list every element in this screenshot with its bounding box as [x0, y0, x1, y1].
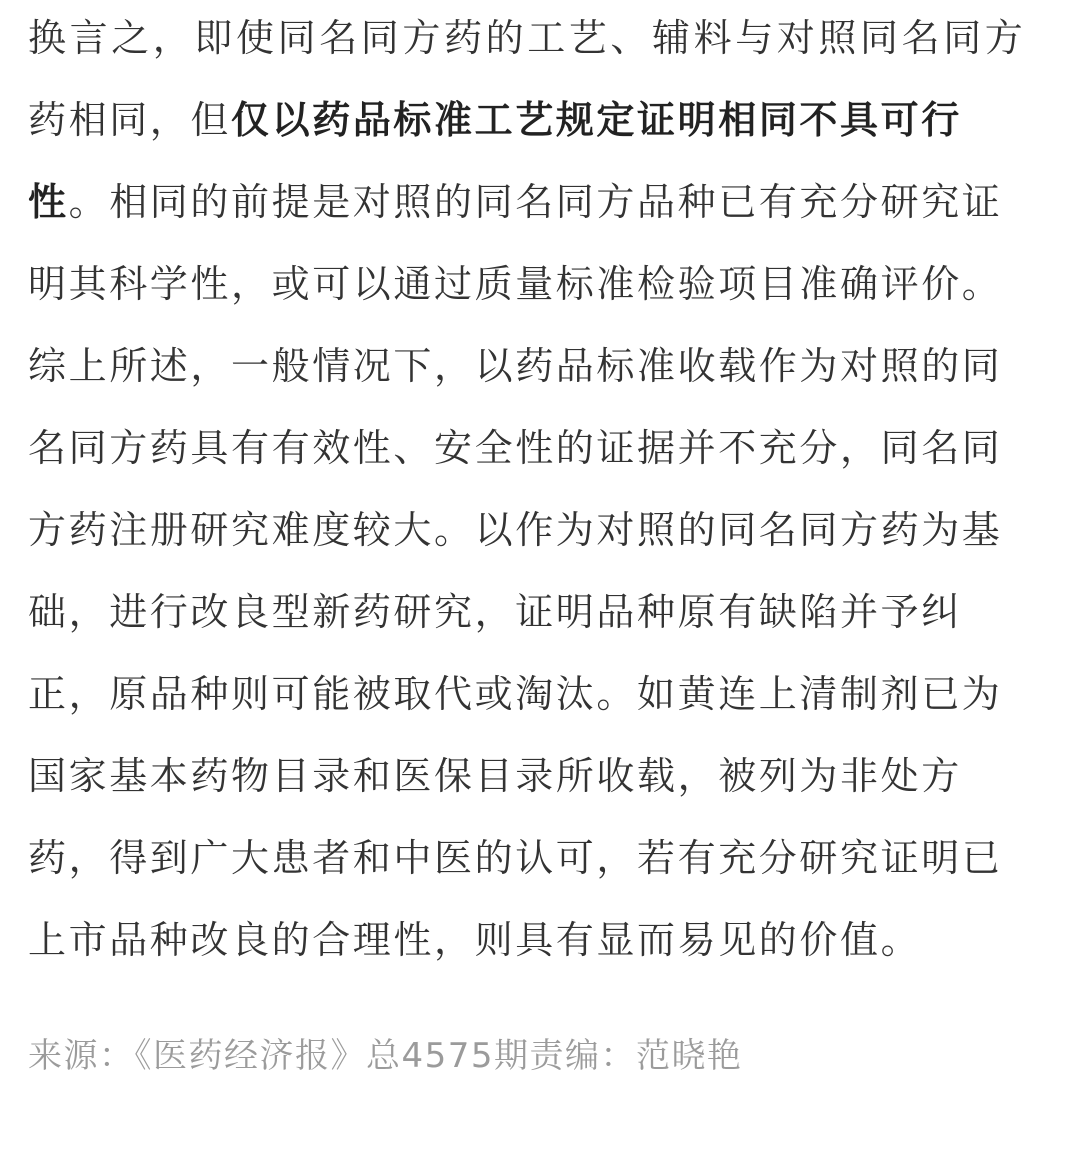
- text-line: 名同方药具有有效性、安全性的证据并不充分，同名同: [28, 426, 1003, 470]
- source-credit: 来源：《医药经济报》总4575期责编：范晓艳: [28, 1036, 743, 1076]
- text-line: 上市品种改良的合理性，则具有显而易见的价值。: [28, 918, 922, 962]
- text-line: 正，原品种则可能被取代或淘汰。如黄连上清制剂已为: [28, 672, 1003, 716]
- bold-text-segment: 性: [28, 180, 69, 224]
- text-segment: 药相同，但: [28, 98, 232, 142]
- paragraph-1: [28, 0, 1052, 328]
- text-line: 药，得到广大患者和中医的认可，若有充分研究证明已: [28, 836, 1003, 880]
- text-line: 换言之，即使同名同方药的工艺、辅料与对照同名同方: [28, 16, 1027, 60]
- text-line: [28, 82, 1052, 164]
- text-line: 础，进行改良型新药研究，证明品种原有缺陷并予纠: [28, 590, 962, 634]
- text-line: 明其科学性，或可以通过质量标准检验项目准确评价。: [28, 262, 1003, 306]
- text-line: [28, 164, 1052, 246]
- text-segment: 。相同的前提是对照的同名同方品种已有充分研究证: [68, 180, 1003, 224]
- bold-text-segment: 仅以药品标准工艺规定证明相同不具可行: [231, 98, 962, 142]
- text-line: 国家基本药物目录和医保目录所收载，被列为非处方: [28, 754, 962, 798]
- text-line: 综上所述，一般情况下，以药品标准收载作为对照的同: [28, 344, 1003, 388]
- article-body: [28, 0, 1052, 984]
- text-line: 方药注册研究难度较大。以作为对照的同名同方药为基: [28, 508, 1003, 552]
- paragraph-2: [28, 328, 1052, 984]
